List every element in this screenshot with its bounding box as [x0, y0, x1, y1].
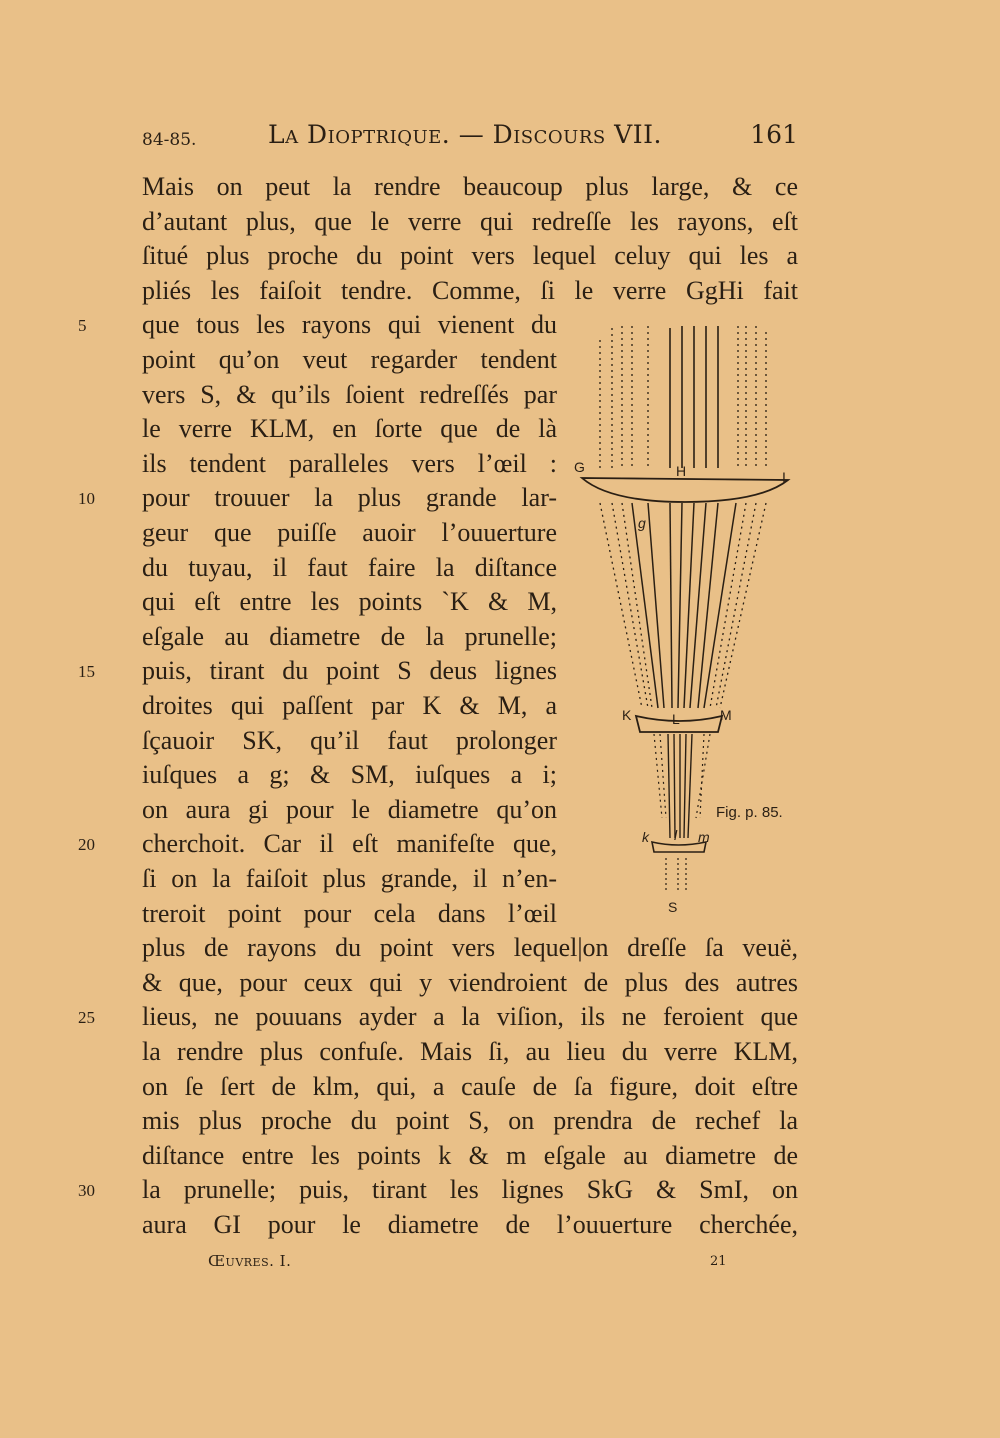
text-line: aura GI pour le diametre de l’ouuerture cherchée,	[142, 1210, 798, 1239]
footer-signature: Œuvres. I.	[208, 1252, 292, 1270]
label-k: k	[642, 829, 649, 845]
text-line: ſitué plus proche du point vers lequel celuy qui les a	[142, 241, 798, 270]
label-H: H	[676, 463, 687, 479]
text-line: iuſques a g; & SM, iuſques a i;	[142, 760, 557, 789]
text-line: d’autant plus, que le verre qui redreſſe les rayons, eſt	[142, 207, 798, 236]
text-line: ſi on la faiſoit plus grande, il n’en-	[142, 864, 557, 893]
text-line: point qu’on veut regarder tendent	[142, 345, 557, 374]
text-line: cherchoit. Car il eſt manifeſte que,	[142, 829, 557, 858]
text-line: vers S, & qu’ils ſoient redreſſés par	[142, 380, 557, 409]
label-g: g	[638, 515, 646, 531]
label-G: G	[574, 459, 585, 475]
text-line: puis, tirant du point S deus lignes	[142, 656, 557, 685]
text-line: la rendre plus confuſe. Mais ſi, au lieu du verre KLM,	[142, 1037, 798, 1066]
text-line: le verre KLM, en ſorte que de là	[142, 414, 557, 443]
label-K: K	[622, 707, 632, 723]
text-line: on aura gi pour le diametre qu’on	[142, 795, 557, 824]
label-m: m	[698, 829, 710, 845]
line-number: 20	[78, 835, 95, 854]
header-page-number: 161	[750, 120, 798, 149]
text-line: diſtance entre les points k & m eſgale au diametre de	[142, 1141, 798, 1170]
text-line: treroit point pour cela dans l’œil	[142, 899, 557, 928]
text-line: qui eſt entre les points `K & M,	[142, 587, 557, 616]
text-line: ſçauoir SK, qu’il faut prolonger	[142, 726, 557, 755]
label-L: L	[672, 711, 680, 727]
text-line: on ſe ſert de klm, qui, a cauſe de ſa figure, doit eſtre	[142, 1072, 798, 1101]
text-line: du tuyau, il faut faire la diſtance	[142, 553, 557, 582]
text-line: la prunelle; puis, tirant les lignes SkG & SmI, on	[142, 1175, 798, 1204]
header-page-range: 84-85.	[142, 130, 197, 150]
text-line: eſgale au diametre de la prunelle;	[142, 622, 557, 651]
figure-caption: Fig. p. 85.	[716, 804, 783, 821]
text-line: pour trouuer la plus grande lar-	[142, 483, 557, 512]
header-title: La Dioptrique. — Discours VII.	[268, 120, 662, 149]
text-line: plus de rayons du point vers lequel|on dreſſe ſa veuë,	[142, 933, 798, 962]
line-number: 15	[78, 662, 95, 681]
text-line: mis plus proche du point S, on prendra de rechef la	[142, 1106, 798, 1135]
text-line: ils tendent paralleles vers l’œil :	[142, 449, 557, 478]
label-I: I	[782, 469, 786, 485]
line-number: 25	[78, 1008, 95, 1027]
text-line: & que, pour ceux qui y viendroient de plus des autres	[142, 968, 798, 997]
text-line: Mais on peut la rendre beaucoup plus large, & ce	[142, 172, 798, 201]
text-line: que tous les rayons qui vienent du	[142, 310, 557, 339]
text-line: droites qui paſſent par K & M, a	[142, 691, 557, 720]
footer-sheet-number: 21	[710, 1254, 727, 1269]
text-line: geur que puiſſe auoir l’ouuerture	[142, 518, 557, 547]
text-line: pliés les faiſoit tendre. Comme, ſi le verre GgHi fait	[142, 276, 798, 305]
running-header	[142, 118, 798, 158]
text-line: lieus, ne pouuans ayder a la viſion, ils ne feroient que	[142, 1002, 798, 1031]
label-l: l	[674, 827, 678, 843]
line-number: 30	[78, 1181, 95, 1200]
label-M: M	[720, 707, 732, 723]
label-S: S	[668, 899, 678, 915]
optical-figure	[570, 318, 800, 918]
line-number: 5	[78, 316, 87, 335]
line-number: 10	[78, 489, 95, 508]
